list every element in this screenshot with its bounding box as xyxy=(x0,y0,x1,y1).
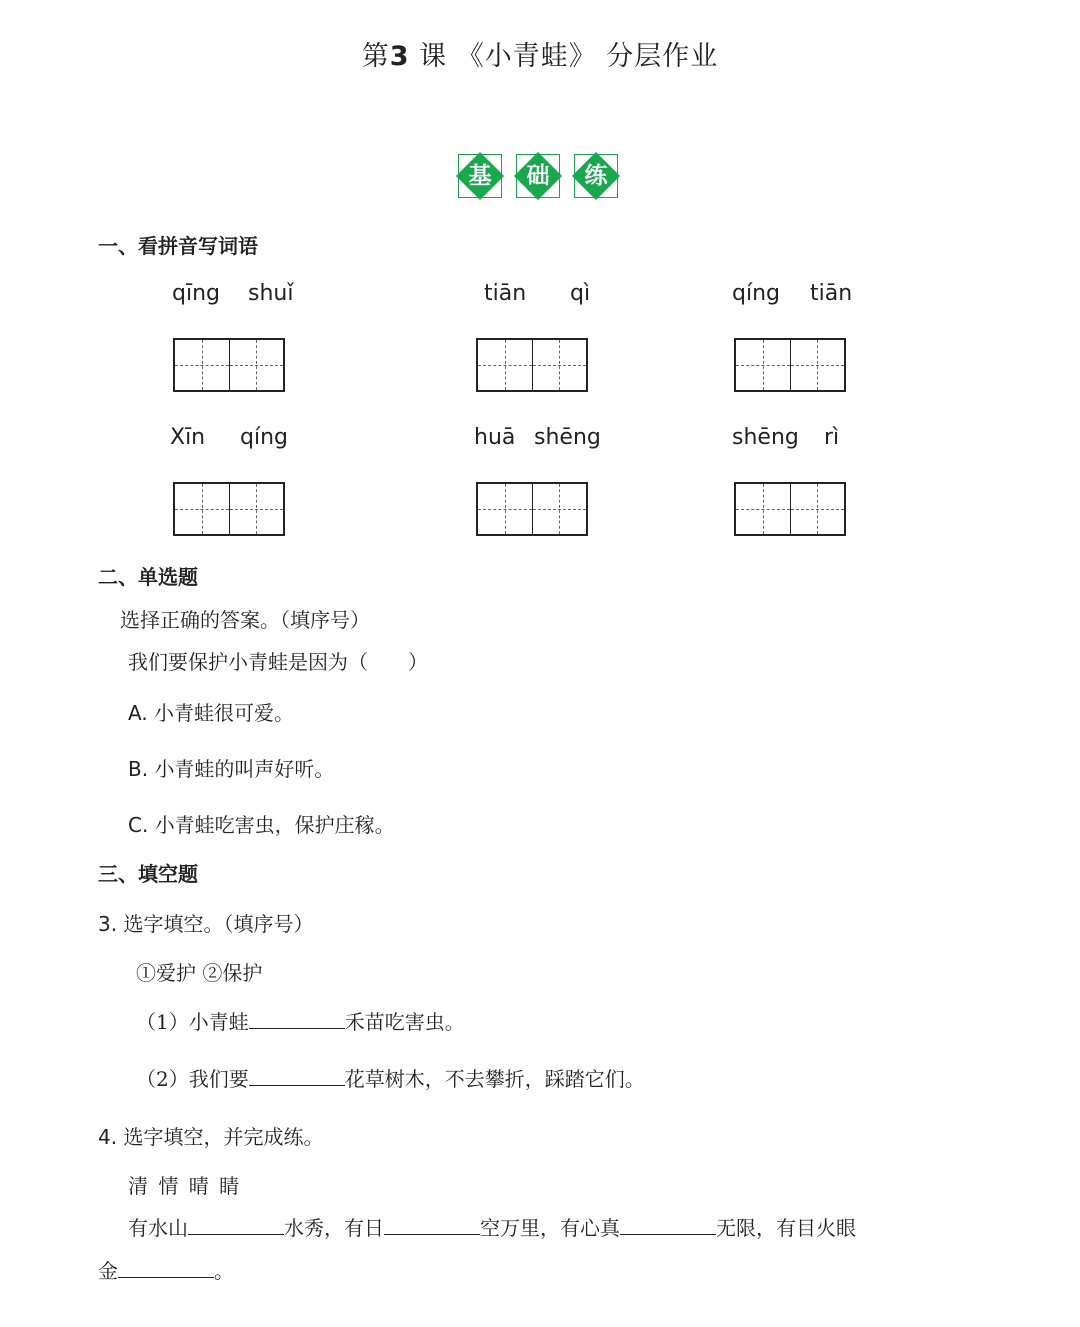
pinyin: shuǐ xyxy=(248,281,294,306)
writing-grid[interactable] xyxy=(173,482,285,536)
writing-grid[interactable] xyxy=(173,338,285,392)
answer-blank[interactable] xyxy=(620,1212,716,1235)
option-label: B. xyxy=(128,757,149,781)
choices: ①爱护 ②保护 xyxy=(136,961,263,985)
answer-blank[interactable] xyxy=(249,1063,345,1086)
pinyin: qíng xyxy=(240,425,288,450)
answer-blank[interactable] xyxy=(118,1255,214,1278)
page-title: 第3 课 《小青蛙》 分层作业 xyxy=(361,41,719,72)
char-choices: 清 情 晴 睛 xyxy=(128,1174,240,1198)
answer-blank[interactable] xyxy=(188,1212,284,1235)
question: 我们要保护小青蛙是因为（ ） xyxy=(128,650,428,674)
badge-char-2: 础 xyxy=(512,150,564,202)
pinyin: huā xyxy=(474,425,516,450)
badge-char-1: 基 xyxy=(454,150,506,202)
pinyin: qīng xyxy=(172,281,220,306)
idiom-line-2: 金 。 xyxy=(98,1255,234,1284)
pinyin: tiān xyxy=(484,281,527,306)
answer-blank[interactable] xyxy=(384,1212,480,1235)
writing-grid[interactable] xyxy=(476,338,588,392)
option-c[interactable]: C. 小青蛙吃害虫，保护庄稼。 xyxy=(128,813,395,837)
pinyin: Xīn xyxy=(170,425,206,450)
writing-grid[interactable] xyxy=(734,482,846,536)
section1-heading: 一、看拼音写词语 xyxy=(98,234,258,258)
option-a[interactable]: A. 小青蛙很可爱。 xyxy=(128,701,295,725)
section-badge xyxy=(454,150,628,202)
badge-char-3: 练 xyxy=(570,150,622,202)
writing-grid[interactable] xyxy=(476,482,588,536)
question-3: 3. 选字填空。（填序号） xyxy=(98,912,314,936)
option-b[interactable]: B. 小青蛙的叫声好听。 xyxy=(128,757,335,781)
section3-heading: 三、填空题 xyxy=(98,862,198,886)
option-label: C. xyxy=(128,813,149,837)
question-4: 4. 选字填空，并完成练。 xyxy=(98,1125,324,1149)
option-label: A. xyxy=(128,701,148,725)
instruction: 选择正确的答案。（填序号） xyxy=(120,608,370,632)
pinyin: rì xyxy=(824,425,840,450)
answer-blank[interactable] xyxy=(249,1006,345,1029)
pinyin: qíng xyxy=(732,281,780,306)
section2-heading: 二、单选题 xyxy=(98,565,198,589)
pinyin: shēng xyxy=(534,425,601,450)
pinyin: tiān xyxy=(810,281,853,306)
writing-grid[interactable] xyxy=(734,338,846,392)
pinyin: qì xyxy=(570,281,591,306)
idiom-line-1: 有水山 水秀，有日 空万里，有心真 无限，有目火眼 xyxy=(128,1212,856,1241)
sentence-2: （2）我们要 花草树木，不去攀折，踩踏它们。 xyxy=(136,1063,645,1092)
sentence-1: （1）小青蛙 禾苗吃害虫。 xyxy=(136,1006,465,1035)
pinyin: shēng xyxy=(732,425,799,450)
